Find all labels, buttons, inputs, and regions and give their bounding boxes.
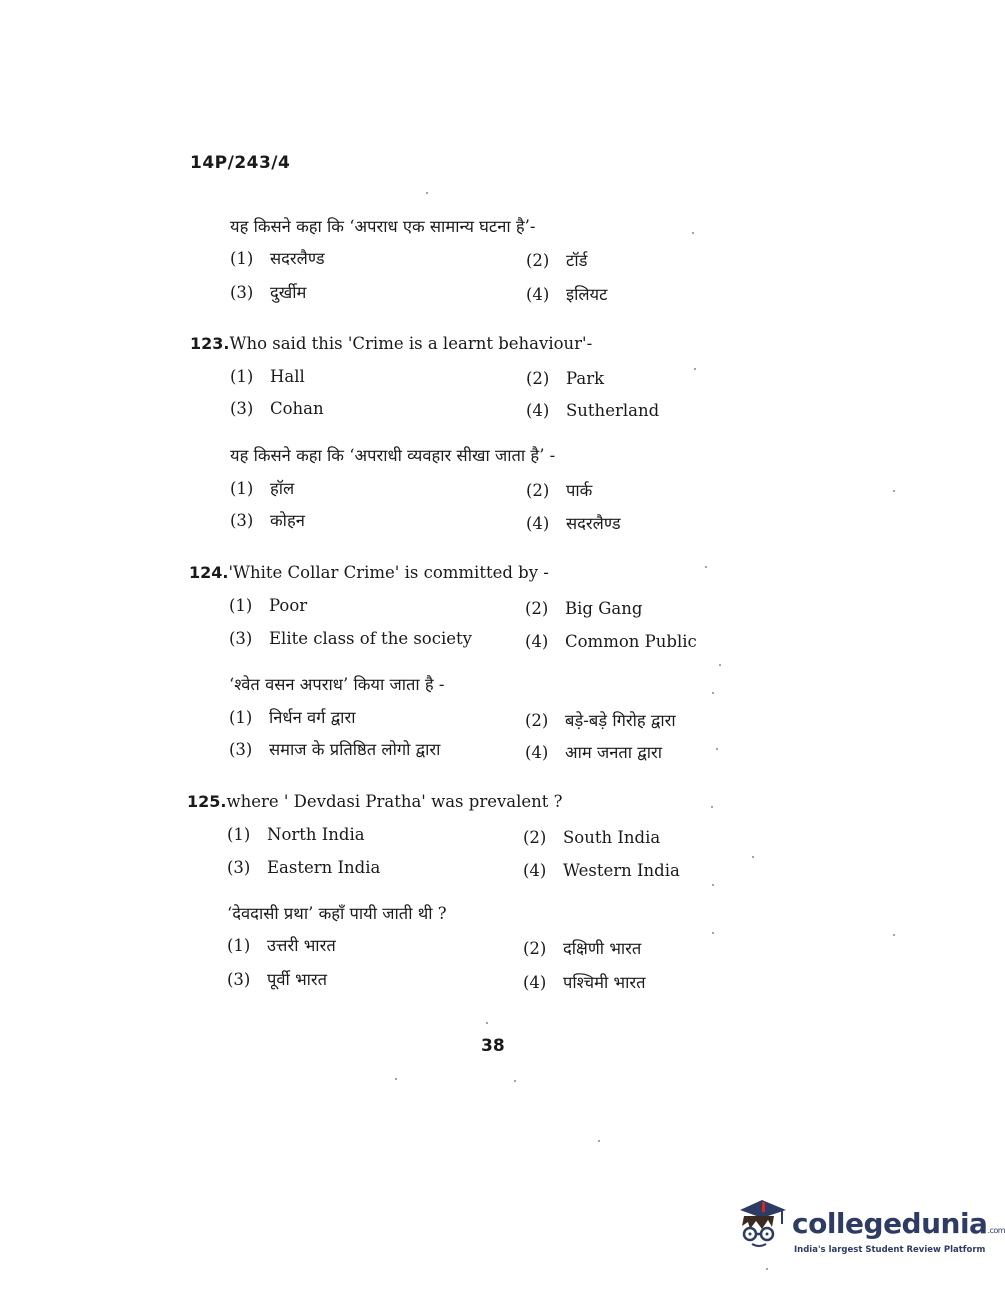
- q124-option-4: (4) Common Public: [525, 632, 697, 651]
- q123-hindi-option-4: (4) सदरलैण्ड: [526, 514, 621, 533]
- q123-option-2: (2) Park: [526, 369, 605, 388]
- scan-speck: [766, 1268, 768, 1270]
- collegedunia-mascot-logo: [734, 1196, 788, 1254]
- scan-speck: [893, 934, 895, 936]
- q122-hindi-option-1: (1) सदरलैण्ड: [230, 249, 325, 268]
- q125-question: 125.where ' Devdasi Pratha' was prevalent ?: [187, 792, 563, 811]
- q124-option-1: (1) Poor: [229, 596, 308, 615]
- scan-speck: [893, 490, 895, 492]
- paper-code: 14P/243/4: [190, 153, 291, 173]
- scan-speck: [426, 192, 428, 194]
- collegedunia-wordmark: collegedunia.com: [792, 1207, 1005, 1240]
- q125-hindi-option-4: (4) पश्चिमी भारत: [523, 973, 646, 992]
- q125-option-3: (3) Eastern India: [227, 858, 381, 877]
- q125-hindi-option-3: (3) पूर्वी भारत: [227, 970, 328, 989]
- q123-hindi-option-2: (2) पार्क: [526, 481, 593, 500]
- q123-hindi-option-3: (3) कोहन: [230, 511, 305, 530]
- q124-question: 124.'White Collar Crime' is committed by -: [189, 563, 549, 582]
- q125-hindi-option-1: (1) उत्तरी भारत: [227, 936, 336, 955]
- scan-speck: [705, 566, 707, 568]
- scan-speck: [719, 664, 721, 666]
- q124-option-2: (2) Big Gang: [525, 599, 643, 618]
- q125-hindi-option-2: (2) दक्षिणी भारत: [523, 939, 642, 958]
- scan-speck: [712, 884, 714, 886]
- q124-hindi-text: ‘श्वेत वसन अपराध’ किया जाता है -: [229, 675, 445, 694]
- scan-speck: [514, 1080, 516, 1082]
- q124-hindi-option-4: (4) आम जनता द्वारा: [525, 743, 663, 762]
- q122-hindi-option-3: (3) दुर्खीम: [230, 283, 307, 302]
- scan-speck: [598, 1140, 600, 1142]
- q123-hindi-text: यह किसने कहा कि ‘अपराधी व्यवहार सीखा जाता है’ -: [230, 446, 556, 465]
- collegedunia-tagline: India's largest Student Review Platform: [794, 1245, 986, 1255]
- scan-speck: [694, 368, 696, 370]
- scan-speck: [711, 806, 713, 808]
- q125-option-4: (4) Western India: [523, 861, 680, 880]
- q123-option-4: (4) Sutherland: [526, 401, 660, 420]
- scan-speck: [716, 748, 718, 750]
- scan-speck: [395, 1078, 397, 1080]
- page-number: 38: [481, 1036, 505, 1056]
- q122-hindi-option-2: (2) टॉर्ड: [526, 251, 588, 270]
- scan-speck: [712, 932, 714, 934]
- q124-hindi-option-1: (1) निर्धन वर्ग द्वारा: [229, 708, 356, 727]
- q125-hindi-text: ‘देवदासी प्रथा’ कहाँ पायी जाती थी ?: [227, 904, 447, 923]
- mascot-icon: [734, 1196, 788, 1254]
- q122-hindi-option-4: (4) इलियट: [526, 285, 608, 304]
- q124-option-3: (3) Elite class of the society: [229, 629, 472, 648]
- q124-hindi-option-2: (2) बड़े-बड़े गिरोह द्वारा: [525, 711, 676, 730]
- q123-question: 123.Who said this 'Crime is a learnt behaviour'-: [190, 334, 593, 353]
- q122-hindi-text: यह किसने कहा कि ‘अपराध एक सामान्य घटना है’-: [230, 217, 536, 236]
- q123-hindi-option-1: (1) हॉल: [230, 479, 295, 498]
- scan-speck: [752, 856, 754, 858]
- q123-option-1: (1) Hall: [230, 367, 305, 386]
- scan-speck: [486, 1022, 488, 1024]
- q125-option-1: (1) North India: [227, 825, 365, 844]
- q125-option-2: (2) South India: [523, 828, 661, 847]
- q124-hindi-option-3: (3) समाज के प्रतिष्ठित लोगो द्वारा: [229, 740, 441, 759]
- scan-speck: [692, 232, 694, 234]
- scan-speck: [712, 692, 714, 694]
- q123-option-3: (3) Cohan: [230, 399, 324, 418]
